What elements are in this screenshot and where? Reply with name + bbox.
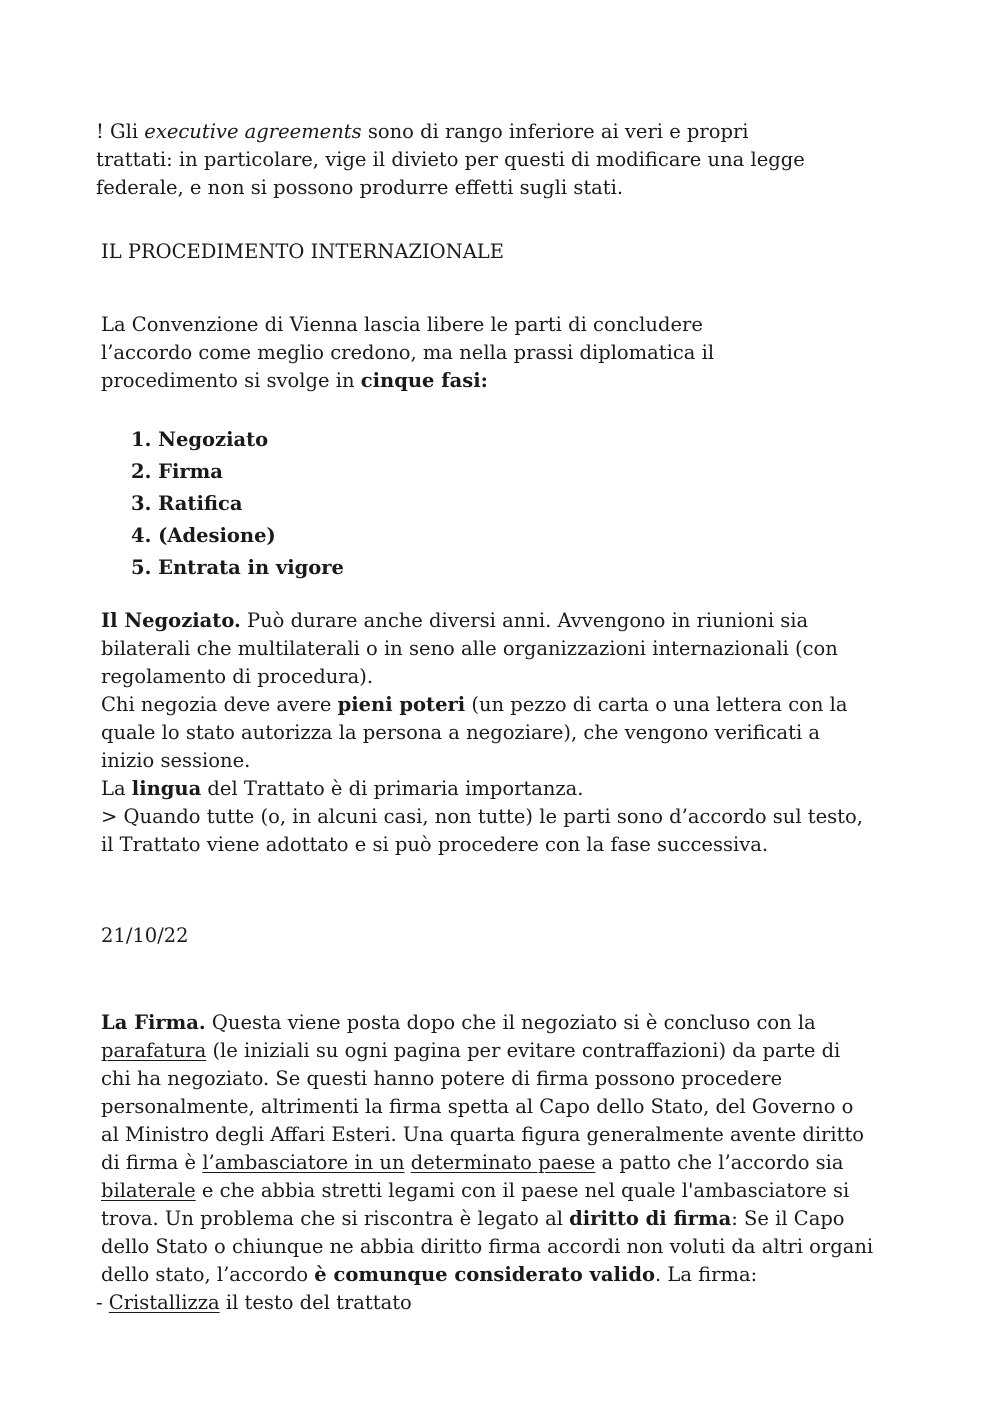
firma-line-5: al Ministro degli Affari Esteri. Una quarta figura generalmente avente diritto — [101, 1123, 865, 1146]
diritto-di-firma-term: diritto di firma — [569, 1207, 732, 1230]
firma-line-7: bilaterale e che abbia stretti legami con il paese nel quale l'ambasciatore si — [101, 1179, 850, 1202]
list-item: 3. Ratifica — [131, 492, 243, 515]
executive-agreements-term: executive agreements — [144, 120, 362, 143]
list-item: 5. Entrata in vigore — [131, 556, 344, 579]
firma-bullet — [96, 1289, 412, 1317]
convenzione-line-2: l’accordo come meglio credono, ma nella prassi diplomatica il — [101, 341, 715, 364]
convenzione-line-3: procedimento si svolge in cinque fasi: — [101, 369, 488, 392]
phases-list — [131, 424, 344, 584]
convenzione-paragraph — [101, 311, 714, 395]
pieni-poteri-term: pieni poteri — [337, 693, 466, 716]
negoziato-line-4: Chi negozia deve avere pieni poteri (un pezzo di carta o una lettera con la — [101, 693, 848, 716]
negoziato-line-3: regolamento di procedura). — [101, 665, 374, 688]
firma-line-1: La Firma. Questa viene posta dopo che il negoziato si è concluso con la — [101, 1011, 816, 1034]
determinato-paese-term: determinato paese — [410, 1151, 596, 1174]
intro-line-1: ! Gli executive agreements sono di rango inferiore ai veri e propri — [96, 120, 749, 143]
section-heading: IL PROCEDIMENTO INTERNAZIONALE — [101, 240, 504, 263]
list-item: 2. Firma — [131, 460, 223, 483]
firma-title: La Firma. — [101, 1011, 206, 1034]
comunque-valido-term: è comunque considerato valido — [314, 1263, 655, 1286]
parafatura-term: parafatura — [101, 1039, 207, 1062]
negoziato-line-5: quale lo stato autorizza la persona a negoziare), che vengono verificati a — [101, 721, 821, 744]
firma-line-3: chi ha negoziato. Se questi hanno potere di firma possono procedere — [101, 1067, 783, 1090]
list-item: - Cristallizza il testo del trattato — [96, 1291, 412, 1314]
intro-line-2: trattati: in particolare, vige il divieto per questi di modificare una legge — [96, 148, 805, 171]
firma-line-9: dello Stato o chiunque ne abbia diritto firma accordi non voluti da altri organi — [101, 1235, 874, 1258]
intro-line-3: federale, e non si possono produrre effetti sugli stati. — [96, 176, 624, 199]
date-label: 21/10/22 — [101, 924, 189, 947]
negoziato-line-6: inizio sessione. — [101, 749, 251, 772]
negoziato-line-1: Il Negoziato. Può durare anche diversi anni. Avvengono in riunioni sia — [101, 609, 809, 632]
cinque-fasi-term: cinque fasi: — [360, 369, 488, 392]
bilaterale-term: bilaterale — [101, 1179, 196, 1202]
list-item: 4. (Adesione) — [131, 524, 276, 547]
intro-paragraph — [96, 118, 805, 202]
firma-line-8: trova. Un problema che si riscontra è legato al diritto di firma: Se il Capo — [101, 1207, 845, 1230]
list-item: 1. Negoziato — [131, 428, 269, 451]
firma-line-10: dello stato, l’accordo è comunque considerato valido. La firma: — [101, 1263, 758, 1286]
negoziato-line-2: bilaterali che multilaterali o in seno alle organizzazioni internazionali (con — [101, 637, 838, 660]
negoziato-title: Il Negoziato. — [101, 609, 241, 632]
cristallizza-term: Cristallizza — [108, 1291, 220, 1314]
negoziato-line-8: > Quando tutte (o, in alcuni casi, non tutte) le parti sono d’accordo sul testo, — [101, 805, 863, 828]
firma-line-2: parafatura (le iniziali su ogni pagina per evitare contraffazioni) da parte di — [101, 1039, 841, 1062]
negoziato-paragraph — [101, 607, 863, 859]
lingua-term: lingua — [131, 777, 202, 800]
negoziato-line-7: La lingua del Trattato è di primaria importanza. — [101, 777, 584, 800]
firma-line-6: di firma è l’ambasciatore in un determinato paese a patto che l’accordo sia — [101, 1151, 844, 1174]
negoziato-line-9: il Trattato viene adottato e si può procedere con la fase successiva. — [101, 833, 769, 856]
firma-line-4: personalmente, altrimenti la firma spetta al Capo dello Stato, del Governo o — [101, 1095, 854, 1118]
convenzione-line-1: La Convenzione di Vienna lascia libere le parti di concludere — [101, 313, 703, 336]
ambasciatore-term: l’ambasciatore in un — [202, 1151, 405, 1174]
firma-paragraph — [101, 1009, 873, 1289]
